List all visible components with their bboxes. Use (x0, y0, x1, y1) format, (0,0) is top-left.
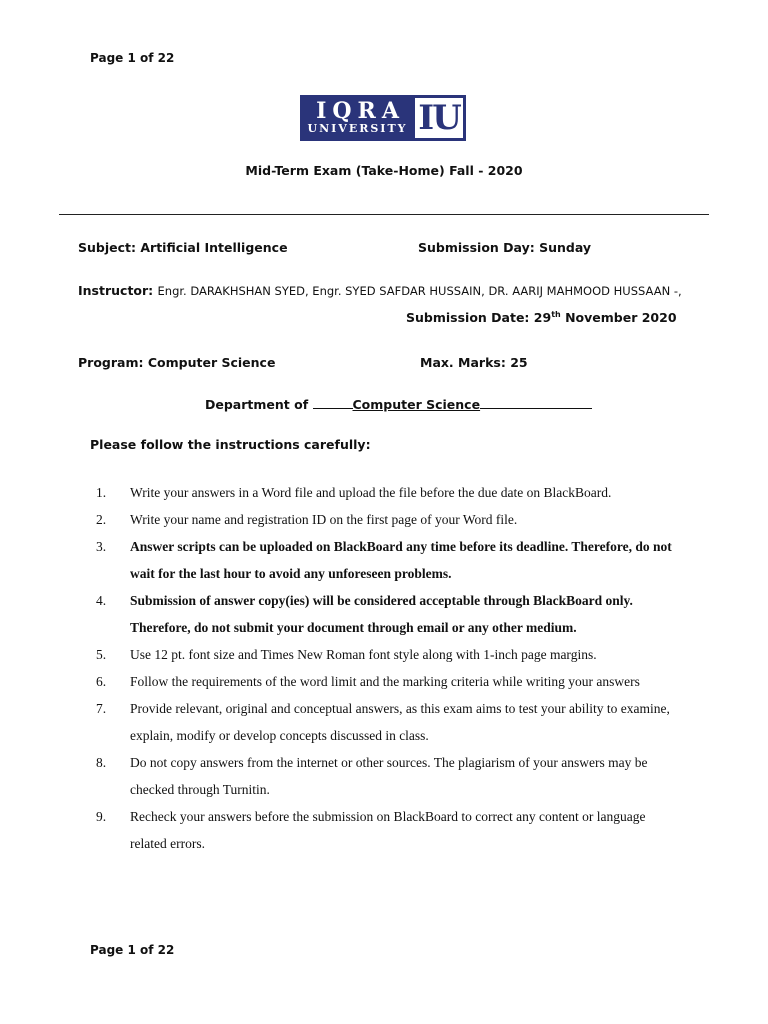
list-item-text: Do not copy answers from the internet or other sources. The plagiarism of your answers may be checked through Turnitin. (130, 755, 648, 797)
submission-day-label: Submission Day: (418, 240, 535, 255)
list-item-text: Recheck your answers before the submission on BlackBoard to correct any content or language related errors. (130, 809, 646, 851)
department-blank-left (313, 396, 353, 409)
list-item (96, 479, 696, 506)
subject-value: Artificial Intelligence (140, 240, 288, 255)
university-logo (300, 95, 466, 141)
submission-date-field (406, 310, 677, 325)
program-value: Computer Science (147, 355, 276, 370)
max-marks-field (420, 355, 528, 370)
department-blank-right (480, 396, 592, 409)
list-item (96, 749, 696, 803)
instructor-names: Engr. DARAKHSHAN SYED, Engr. SYED SAFDAR HUSSAIN, DR. AARIJ MAHMOOD HUSSAAN -, (157, 284, 682, 298)
submission-date-day: 29 (533, 310, 552, 326)
max-marks-label: Max. Marks: (420, 355, 506, 370)
list-item-number: 4. (96, 593, 107, 608)
instructor-field (78, 283, 682, 298)
logo-wordmark (300, 95, 415, 141)
page-number-bottom: Page 1 of 22 (90, 943, 175, 957)
list-item (96, 506, 696, 533)
department-line (205, 396, 592, 412)
logo-word-university: UNIVERSITY (307, 122, 408, 135)
department-value: Computer Science (352, 397, 481, 412)
list-item-number: 3. (96, 539, 107, 554)
page-number-top: Page 1 of 22 (90, 51, 175, 65)
submission-day-field (418, 240, 591, 255)
list-item-number: 2. (96, 512, 107, 527)
subject-field (78, 240, 288, 255)
program-field (78, 355, 275, 370)
submission-date-rest: November 2020 (565, 310, 677, 326)
list-item-number: 5. (96, 647, 107, 662)
logo-mark: IU (415, 98, 463, 138)
list-item-text: Write your answers in a Word file and upload the file before the due date on BlackBoard. (130, 485, 612, 500)
list-item (96, 803, 696, 857)
list-item (96, 641, 696, 668)
list-item (96, 695, 696, 749)
list-item (96, 587, 696, 641)
list-item-text: Write your name and registration ID on the first page of your Word file. (130, 512, 518, 527)
list-item-text: Provide relevant, original and conceptual answers, as this exam aims to test your ability to examine, explain, modify or develop concepts discussed in class. (130, 701, 670, 743)
logo-word-iqra: IQRA (316, 98, 405, 124)
list-item-text: Use 12 pt. font size and Times New Roman font style along with 1-inch page margins. (130, 647, 597, 662)
list-item (96, 533, 696, 587)
submission-date-label: Submission Date: (406, 310, 530, 326)
list-item-number: 9. (96, 809, 107, 824)
department-prefix: Department of (205, 397, 309, 412)
exam-title: Mid-Term Exam (Take-Home) Fall - 2020 (245, 163, 523, 178)
submission-day-value: Sunday (539, 240, 592, 255)
instructions-heading: Please follow the instructions carefully: (90, 437, 371, 452)
header-divider (59, 214, 709, 215)
program-label: Program: (78, 355, 144, 370)
list-item-text: Answer scripts can be uploaded on BlackBoard any time before its deadline. Therefore, do not wait for the last hour to avoid any unforeseen problems. (130, 539, 672, 581)
max-marks-value: 25 (510, 355, 528, 370)
list-item-number: 8. (96, 755, 107, 770)
subject-label: Subject: (78, 240, 136, 255)
list-item-number: 7. (96, 701, 107, 716)
list-item-number: 6. (96, 674, 107, 689)
list-item-text: Follow the requirements of the word limit and the marking criteria while writing your answers (130, 674, 640, 689)
list-item (96, 668, 696, 695)
instructor-label: Instructor: (78, 283, 154, 298)
instructions-list (96, 479, 696, 857)
list-item-number: 1. (96, 485, 107, 500)
submission-date-suffix: th (551, 310, 561, 319)
list-item-text: Submission of answer copy(ies) will be considered acceptable through BlackBoard only. Therefore, do not submit your document through email or any other medium. (130, 593, 633, 635)
